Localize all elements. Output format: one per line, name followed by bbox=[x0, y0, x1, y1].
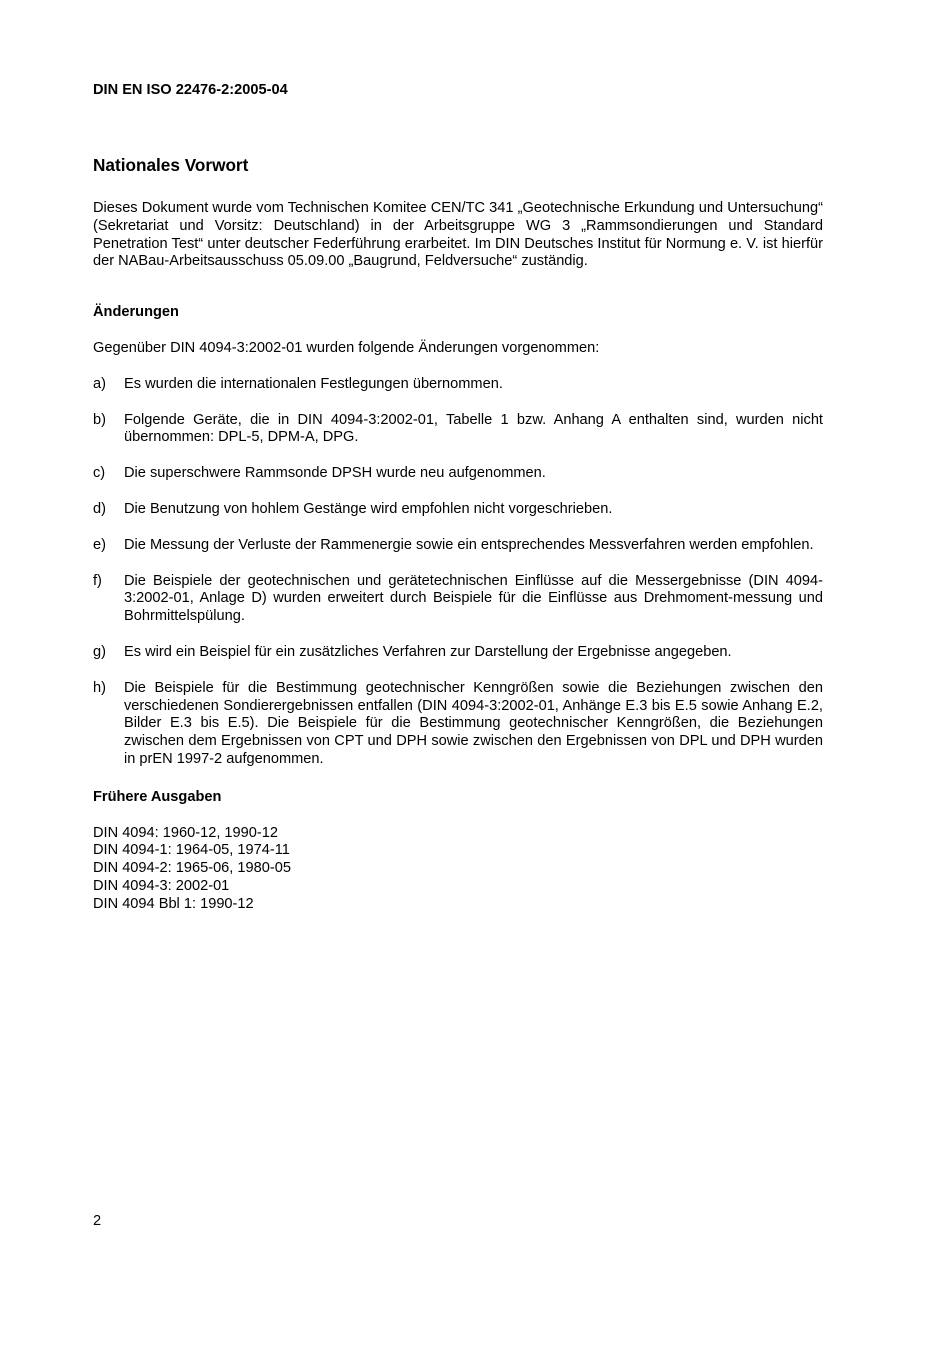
list-item bbox=[93, 644, 823, 662]
list-item-letter: e) bbox=[93, 536, 106, 553]
list-item-text: Die superschwere Rammsonde DPSH wurde neu aufgenommen. bbox=[124, 465, 546, 482]
previous-editions-heading: Frühere Ausgaben bbox=[93, 788, 222, 805]
list-item-text: Die Benutzung von hohlem Gestänge wird empfohlen nicht vorgeschrieben. bbox=[124, 500, 613, 517]
list-item bbox=[93, 501, 823, 519]
document-identifier: DIN EN ISO 22476-2:2005-04 bbox=[93, 82, 288, 98]
edition-line: DIN 4094 Bbl 1: 1990-12 bbox=[93, 895, 254, 912]
edition-line: DIN 4094-3: 2002-01 bbox=[93, 877, 230, 894]
changes-heading: Änderungen bbox=[93, 304, 179, 321]
list-item bbox=[93, 412, 823, 448]
list-item bbox=[93, 376, 823, 394]
list-item bbox=[93, 680, 823, 769]
list-item-letter: h) bbox=[93, 679, 106, 696]
list-item-text: Es wurden die internationalen Festlegungen übernommen. bbox=[124, 375, 503, 392]
list-item-text: Die Beispiele der geotechnischen und gerätetechnischen Einflüsse auf die Messergebnisse (DIN 4094-3:2002-01, Anlage D) wurden erweitert durch Beispiele für die Einflüsse aus Drehmoment-messung und Bohrmittelspülung. bbox=[124, 572, 823, 625]
page-title: Nationales Vorwort bbox=[93, 155, 249, 175]
intro-paragraph: Dieses Dokument wurde vom Technischen Komitee CEN/TC 341 „Geotechnische Erkundung und Untersuchung“ (Sekretariat und Vorsitz: Deutschland) in der Arbeitsgruppe WG 3 „Rammsondierungen und Standard Penetration Test“ unter deutscher Federführung erarbeitet. Im DIN Deutsches Institut für Normung e. V. ist hierfür der NABau-Arbeitsausschuss 05.09.00 „Baugrund, Feldversuche“ zuständig. bbox=[93, 200, 823, 270]
list-item bbox=[93, 573, 823, 626]
list-item bbox=[93, 537, 823, 555]
list-item-text: Die Messung der Verluste der Rammenergie sowie ein entsprechendes Messverfahren werden empfohlen. bbox=[124, 536, 814, 553]
edition-line: DIN 4094-2: 1965-06, 1980-05 bbox=[93, 860, 291, 877]
list-item-letter: c) bbox=[93, 465, 106, 482]
edition-line: DIN 4094: 1960-12, 1990-12 bbox=[93, 824, 278, 841]
list-item-letter: g) bbox=[93, 643, 106, 660]
page-number: 2 bbox=[93, 1213, 102, 1229]
list-item-text: Es wird ein Beispiel für ein zusätzliches Verfahren zur Darstellung der Ergebnisse angegeben. bbox=[124, 643, 732, 660]
changes-intro: Gegenüber DIN 4094-3:2002-01 wurden folgende Änderungen vorgenommen: bbox=[93, 339, 600, 356]
list-item-letter: b) bbox=[93, 411, 106, 428]
edition-line: DIN 4094-1: 1964-05, 1974-11 bbox=[93, 842, 290, 859]
list-item-letter: f) bbox=[93, 572, 102, 589]
list-item-letter: d) bbox=[93, 500, 106, 517]
list-item-letter: a) bbox=[93, 375, 106, 392]
previous-editions-list bbox=[93, 825, 823, 914]
document-body bbox=[93, 200, 823, 914]
list-item bbox=[93, 465, 823, 483]
list-item-text: Die Beispiele für die Bestimmung geotechnischer Kenngrößen sowie die Beziehungen zwischen den verschiedenen Sondierergebnissen entfallen (DIN 4094-3:2002-01, Anhänge E.3 bis E.5 sowie Anhang E.2, Bilder E.3 bis E.5). Die Beispiele für die Bestimmung geotechnischer Kenngrößen, die Beziehungen zwischen dem Ergebnissen von CPT und DPH sowie zwischen den Ergebnissen von DPL und DPH wurden in prEN 1997-2 aufgenommen. bbox=[124, 679, 823, 767]
list-item-text: Folgende Geräte, die in DIN 4094-3:2002-01, Tabelle 1 bzw. Anhang A enthalten sind, wurden nicht übernommen: DPL-5, DPM-A, DPG. bbox=[124, 411, 823, 446]
